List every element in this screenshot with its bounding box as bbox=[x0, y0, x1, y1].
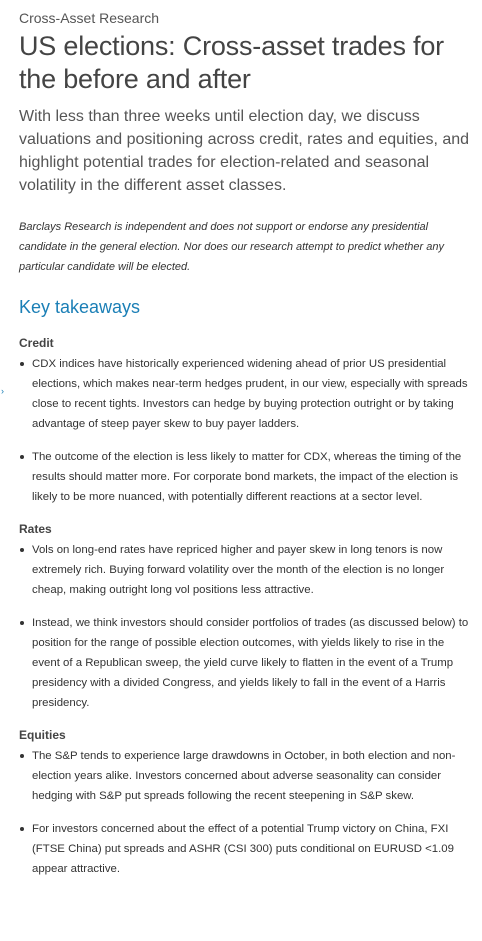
bullet-list bbox=[19, 540, 472, 713]
section-rates bbox=[19, 521, 472, 713]
section-equities bbox=[19, 727, 472, 879]
bullet-item: The S&P tends to experience large drawdowns in October, in both election and non-election years alike. Investors concerned about adverse seasonality can consider hedging with S&P put spreads following the recent steepening in S&P skew. bbox=[19, 746, 472, 806]
section-eyebrow: Cross-Asset Research bbox=[19, 10, 160, 26]
section-credit bbox=[19, 335, 472, 507]
section-heading: Rates bbox=[19, 522, 52, 536]
bullet-list bbox=[19, 354, 472, 507]
bullet-item: Instead, we think investors should consider portfolios of trades (as discussed below) to position for the range of possible election outcomes, with yields likely to rise in the event of a Republican sweep, the yield curve likely to flatten in the event of a Trump presidency with a divided Congress, and yields likely to fall in the event of a Harris presidency. bbox=[19, 613, 472, 713]
section-heading: Credit bbox=[19, 336, 54, 350]
key-takeaways-heading: Key takeaways bbox=[19, 297, 141, 317]
page-subtitle: With less than three weeks until election day, we discuss valuations and positioning across credit, rates and equities, and highlight potential trades for election-related and seasonal volatility in the different asset classes. bbox=[19, 108, 470, 194]
bullet-item: Vols on long-end rates have repriced higher and payer skew in long tenors is now extremely rich. Buying forward volatility over the month of the election is no longer cheap, making outright long vol positions less attractive. bbox=[19, 540, 472, 600]
edge-chevron-icon: › bbox=[1, 386, 4, 396]
bullet-item: CDX indices have historically experienced widening ahead of prior US presidential elections, which makes near-term hedges prudent, in our view, especially with spreads close to recent tights. Investors can hedge by buying protection outright or by taking advantage of steep payer skew to buy payer ladders. bbox=[19, 354, 472, 434]
bullet-item: For investors concerned about the effect of a potential Trump victory on China, FXI (FTSE China) put spreads and ASHR (CSI 300) puts conditional on EURUSD <1.09 appear attractive. bbox=[19, 819, 472, 879]
disclaimer: Barclays Research is independent and does not support or endorse any presidential candidate in the general election. Nor does our research attempt to predict whether any particular candidate will be elected. bbox=[19, 221, 444, 273]
bullet-list bbox=[19, 746, 472, 879]
page-title: US elections: Cross-asset trades for the before and after bbox=[19, 31, 444, 94]
bullet-item: The outcome of the election is less likely to matter for CDX, whereas the timing of the results should matter more. For corporate bond markets, the impact of the election is likely to be more nuanced, with potentially different reactions at a sector level. bbox=[19, 447, 472, 507]
section-heading: Equities bbox=[19, 728, 66, 742]
